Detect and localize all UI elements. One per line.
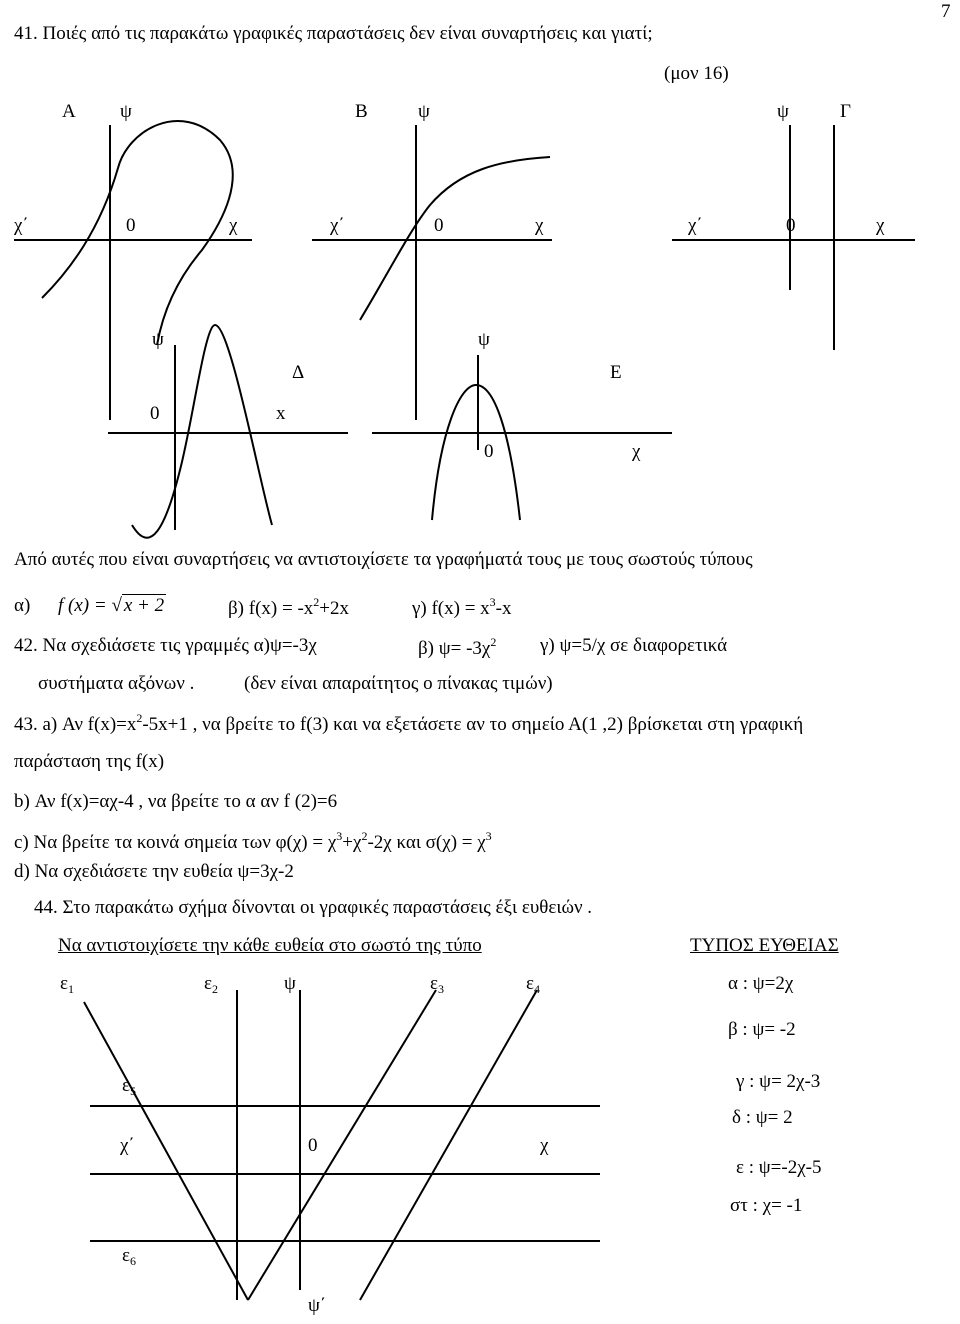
type-delta: δ : ψ= 2 xyxy=(732,1107,793,1128)
question-44-text: 44. Στο παρακάτω σχήμα δίνονται οι γραφικές παραστάσεις έξι ευθειών . xyxy=(34,897,593,918)
graph-a-psi-label: ψ xyxy=(120,101,132,122)
question-43-c: c) Να βρείτε τα κοινά σημεία των $\varphi(\chi) = \chi^3+\chi^2-2\chi$ και $\sigma(\chi) = \chi^3$ xyxy=(14,829,492,853)
label-e6: $\varepsilon_6$ xyxy=(122,1245,136,1268)
graph-e-chi-label: χ xyxy=(632,441,641,462)
sqrt-symbol: √ xyxy=(111,595,122,616)
question-41-marks: (μον 16) xyxy=(664,63,729,84)
type-epsilon: ε : ψ=-2χ-5 xyxy=(736,1157,822,1178)
graph-e-psi-label: ψ xyxy=(478,329,490,350)
graph-b-psi-label: ψ xyxy=(418,101,430,122)
question-42-line1-c: γ) ψ=5/χ σε διαφορετικά xyxy=(540,635,728,656)
graph-a-chi-neg-label: χ΄ xyxy=(14,215,29,236)
option-c-formula: γ) $f(x) = x^3-x$ xyxy=(412,595,512,619)
type-st: στ : χ= -1 xyxy=(730,1195,803,1216)
page-number: 7 xyxy=(941,1,951,22)
graph-a-zero-label: 0 xyxy=(126,215,136,236)
graph-b-title: Β xyxy=(355,101,368,122)
graph-d-zero-label: 0 xyxy=(150,403,160,424)
question-42-line2-a: συστήματα αξόνων . xyxy=(38,673,195,694)
type-gamma: γ : ψ= 2χ-3 xyxy=(736,1071,821,1092)
question-43-a: 43. a) Αν $f(x)=x^2-5x+1$ , να βρείτε το f(3) και να εξετάσετε αν το σημείο Α(1 ,2) βρίσκεται στη γραφική xyxy=(14,711,804,735)
graph-e-title: Ε xyxy=(610,362,622,383)
graph-b-chi-neg-label: χ΄ xyxy=(330,215,345,236)
q44-line-e4 xyxy=(360,990,537,1300)
graph-a-chi-label: χ xyxy=(229,215,238,236)
label-e3: $\varepsilon_3$ xyxy=(430,973,444,996)
graph-c-chi-label: χ xyxy=(876,215,885,236)
label-zero: 0 xyxy=(308,1135,318,1156)
graph-d-psi-label: ψ xyxy=(152,329,164,350)
graph-c-chi-neg-label: χ΄ xyxy=(688,215,703,236)
graph-d-title: Δ xyxy=(292,362,305,383)
question-42-line2-b: (δεν είναι απαραίτητος ο πίνακας τιμών) xyxy=(244,673,553,694)
label-psi-neg: ψ΄ xyxy=(308,1295,327,1316)
graph-d-curve xyxy=(132,325,272,538)
label-e2: $\varepsilon_2$ xyxy=(204,973,218,996)
question-41-match-text: Από αυτές που είναι συναρτήσεις να αντιστοιχίσετε τα γραφήματά τους με τους σωστούς τύπους xyxy=(14,549,753,570)
type-beta: β : ψ= -2 xyxy=(728,1019,796,1040)
label-e5: $\varepsilon_5$ xyxy=(122,1075,136,1098)
graph-d-x-label: x xyxy=(276,403,286,424)
question-41-text: 41. Ποιές από τις παρακάτω γραφικές παραστάσεις δεν είναι συναρτήσεις και γιατί; xyxy=(14,23,653,44)
type-header: ΤΥΠΟΣ ΕΥΘΕΙΑΣ xyxy=(690,935,839,956)
question-42-line1-a: 42. Να σχεδιάσετε τις γραμμές α)ψ=-3χ xyxy=(14,635,317,656)
graph-b-curve xyxy=(360,157,550,320)
question-43-d: d) Να σχεδιάσετε την ευθεία ψ=3χ-2 xyxy=(14,861,294,882)
label-chi-neg: χ΄ xyxy=(120,1135,135,1156)
question-42-line1-b: β) $\psi= -3\chi^2$ xyxy=(418,635,497,659)
graph-e-zero-label: 0 xyxy=(484,441,494,462)
option-a-prefix: α) xyxy=(14,595,31,616)
label-e1: $\varepsilon_1$ xyxy=(60,973,74,996)
type-alpha: α : ψ=2χ xyxy=(728,973,794,994)
q44-line-e3 xyxy=(248,990,436,1300)
label-e4: $\varepsilon_4$ xyxy=(526,973,540,996)
option-a-radicand: x + 2 xyxy=(123,595,165,616)
question-43-a-line2: παράσταση της f(x) xyxy=(14,751,165,772)
graph-e-curve xyxy=(432,385,520,520)
q44-line-e1 xyxy=(84,1002,248,1300)
graph-b-zero-label: 0 xyxy=(434,215,444,236)
graph-a-curve xyxy=(42,121,233,345)
question-44-instruction: Να αντιστοιχίσετε την κάθε ευθεία στο σωστό της τύπο xyxy=(58,935,482,956)
graph-c-title: Γ xyxy=(840,101,851,122)
label-psi: ψ xyxy=(284,973,296,994)
graph-c-psi-label: ψ xyxy=(777,101,789,122)
option-b-formula: β) $f(x) = -x^2+2x$ xyxy=(228,595,349,619)
question-43-b: b) Αν f(x)=αχ-4 , να βρείτε το α αν f (2)=6 xyxy=(14,791,338,812)
label-chi: χ xyxy=(540,1135,549,1156)
graph-c-zero-label: 0 xyxy=(786,215,796,236)
graph-b-chi-label: χ xyxy=(535,215,544,236)
graph-a-title: Α xyxy=(62,101,76,122)
option-a-formula-left: f (x) = xyxy=(58,595,107,616)
option-a-formula xyxy=(58,596,166,615)
